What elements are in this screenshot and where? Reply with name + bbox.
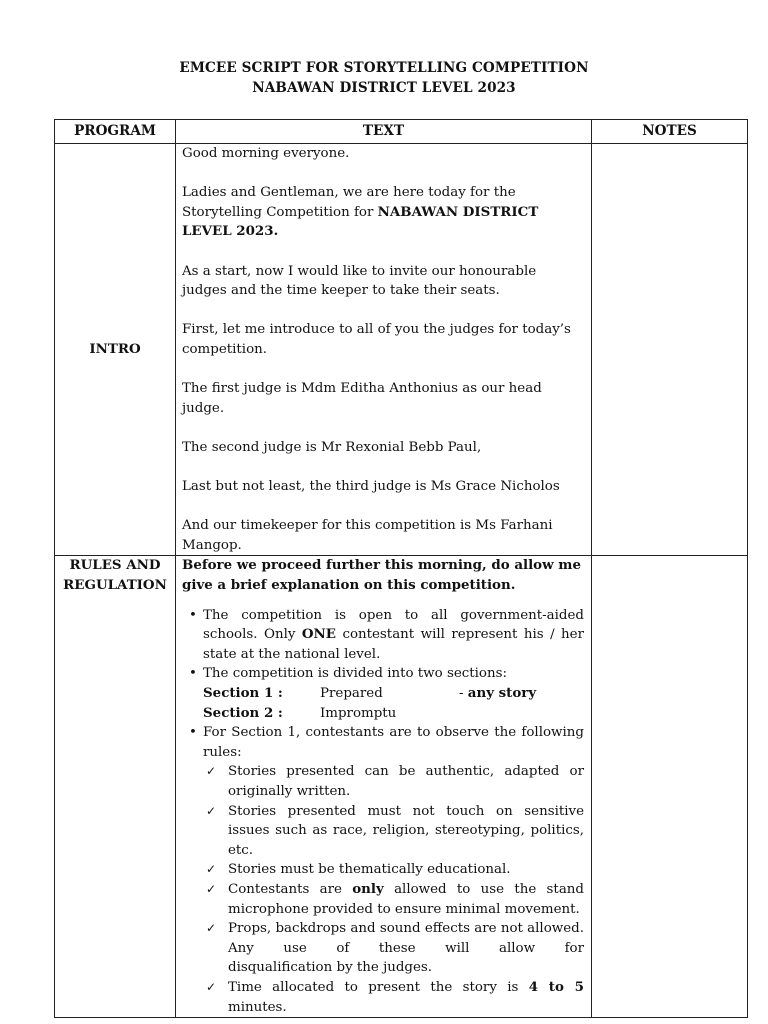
section-2-row: Section 2 : Impromptu [203,704,397,721]
intro-greeting: Good morning everyone. [182,146,350,161]
check-icon: ✓ [206,921,217,936]
check-item: ✓ Stories must be thematically educational. [203,860,584,880]
table-row-intro [55,144,748,556]
check-item: ✓ Time allocated to present the story is 4 to 5 minutes. [206,978,584,1015]
intro-third-judge: Last but not least, the third judge is Ms Grace Nicholos [182,479,560,495]
intro-first-judge: The first judge is Mdm Editha Anthonius as our head judge. [182,381,542,416]
rules-text-cell [176,556,592,1018]
rules-bullet-section1: • For Section 1, contestants are to observe the following rules: ✓ Stories presented can be authentic, adapted or originally written. ✓ Stories presented must not touch on sensitive issues such as race, religion, stereotyping, politics, etc. ✓ Stories must be thematically educational. ✓ Contestants are only allowed to use the stand microphone provided to ensure minimal movement. ✓ Props, backdrops and sound effects are not allowed. Any use of these will allow for disqualification by the judges. ✓ Time allocated to present the story is 4 to 5 minutes. [182,723,584,1017]
check-item: ✓ Contestants are only allowed to use the stand microphone provided to ensure minimal movement. [206,880,584,917]
intro-timekeeper: And our timekeeper for this competition is Ms Farhani Mangop. [182,518,553,553]
header-notes: NOTES [592,120,748,144]
notes-rules [592,556,748,1018]
header-text: TEXT [176,120,592,144]
check-icon: ✓ [206,764,217,779]
rules-bullet-list [182,606,584,1017]
check-item: ✓ Stories presented can be authentic, adapted or originally written. [206,764,584,799]
notes-intro [592,144,748,556]
table-header-row [55,120,748,144]
program-rules [55,556,176,1018]
intro-second-judge: The second judge is Mr Rexonial Bebb Paul, [182,439,482,455]
rules-lead: Before we proceed further this morning, do allow me give a brief explanation on this competition. [182,557,581,594]
section-1-row: Section 1 : Prepared - any story [203,685,537,702]
program-rules-line2: REGULATION [63,577,167,594]
check-item: ✓ Stories presented must not touch on sensitive issues such as race, religion, stereotyping, politics, etc. [206,803,584,858]
script-table [54,119,748,1018]
intro-introduce-judges: First, let me introduce to all of you the judges for today’s competition. [182,322,571,357]
header-program: PROGRAM [55,120,176,144]
rules-bullet-open: • The competition is open to all government-aided schools. Only ONE contestant will represent his / her state at the national level. [182,606,584,665]
check-item: ✓ Props, backdrops and sound effects are not allowed. Any use of these will allow for disqualification by the judges. [206,921,584,976]
intro-welcome: Ladies and Gentleman, we are here today for the Storytelling Competition for NABAWAN DISTRICT LEVEL 2023. [182,185,539,240]
table-row-rules [55,556,748,1018]
intro-text-cell [176,144,592,556]
program-intro: INTRO [55,144,176,556]
check-icon: ✓ [206,881,217,896]
check-icon: ✓ [206,862,217,877]
document-title: EMCEE SCRIPT FOR STORYTELLING COMPETITION [179,60,589,76]
check-icon: ✓ [206,803,217,818]
section1-check-list [203,762,584,1017]
document-subtitle: NABAWAN DISTRICT LEVEL 2023 [252,80,516,96]
check-icon: ✓ [206,979,217,994]
program-rules-line1: RULES AND [69,557,161,574]
rules-bullet-sections: • The competition is divided into two sections: Section 1 : Prepared - any story Section 2 : Impromptu [182,664,584,723]
intro-invite-judges: As a start, now I would like to invite our honourable judges and the time keeper to take their seats. [182,263,537,299]
